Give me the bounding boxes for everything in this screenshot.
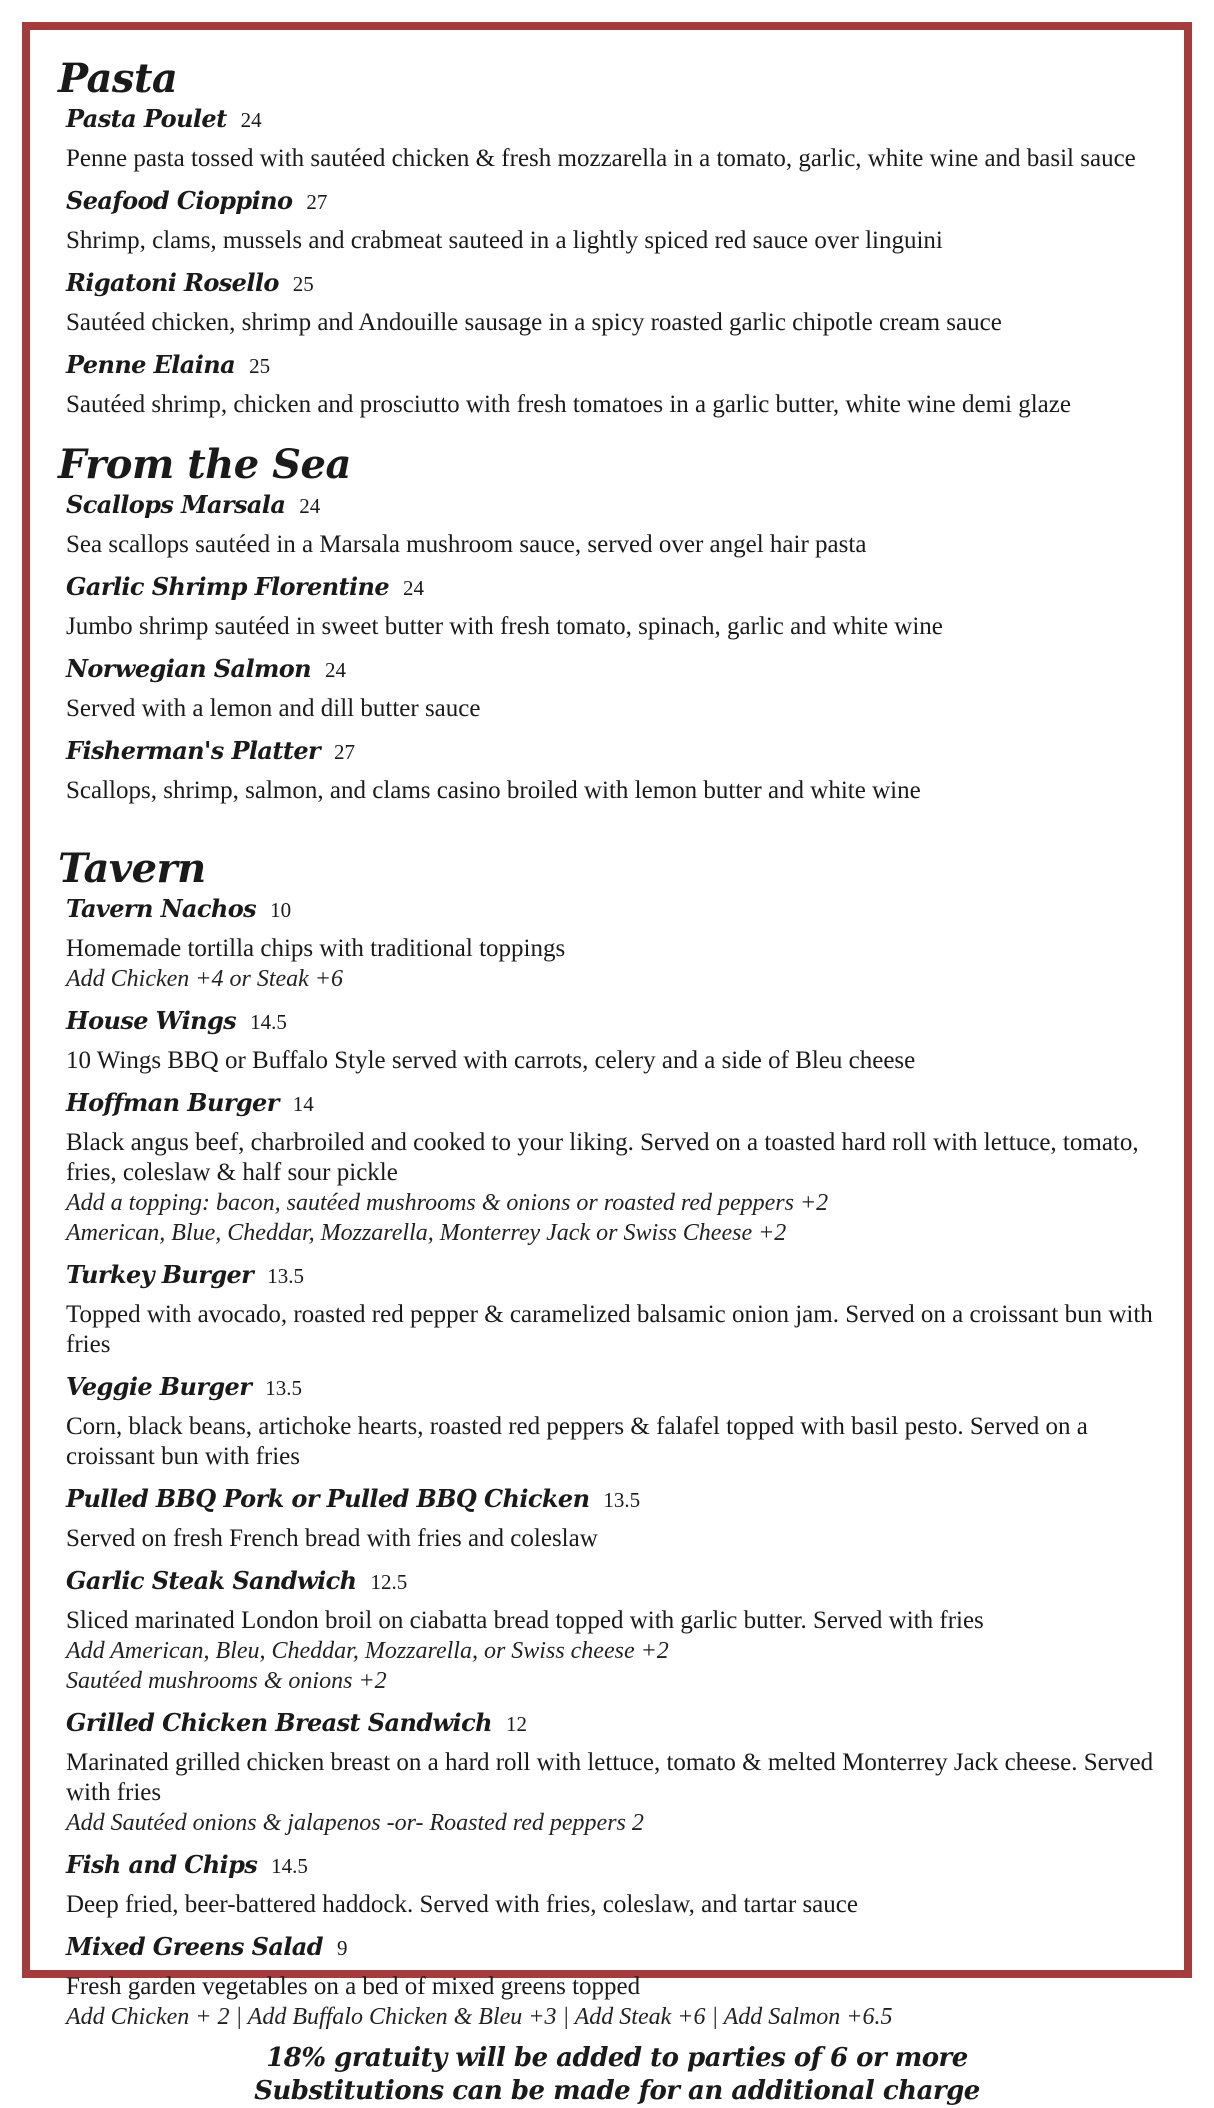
item-description: Served with a lemon and dill butter sauce: [66, 695, 481, 722]
menu-item: [66, 1930, 1168, 2032]
menu-item: [66, 348, 1168, 420]
section-pasta: [58, 56, 1168, 420]
menu-item: [66, 892, 1168, 994]
item-name: Mixed Greens Salad: [66, 1932, 323, 1961]
item-description: Marinated grilled chicken breast on a hard roll with lettuce, tomato & melted Monterrey Jack cheese. Served with fries: [66, 1749, 1154, 1806]
gratuity-notice: 18% gratuity will be added to parties of 6 or more: [266, 2043, 968, 2073]
item-price: 14.5: [271, 1854, 308, 1878]
item-price: 24: [299, 494, 321, 518]
item-price: 12.5: [370, 1570, 408, 1594]
item-name: Garlic Shrimp Florentine: [66, 572, 390, 601]
menu-item: [66, 1086, 1168, 1248]
item-description: Sautéed chicken, shrimp and Andouille sausage in a spicy roasted garlic chipotle cream sauce: [66, 309, 1002, 336]
item-name: Veggie Burger: [66, 1372, 252, 1401]
item-price: 12: [505, 1712, 527, 1736]
menu-item: [66, 102, 1168, 174]
item-name: Scallops Marsala: [66, 490, 286, 519]
item-note: Add American, Bleu, Cheddar, Mozzarella, or Swiss cheese +2: [66, 1638, 669, 1664]
item-price: 13.5: [267, 1264, 304, 1288]
menu-item: [66, 570, 1168, 642]
item-description: Scallops, shrimp, salmon, and clams casino broiled with lemon butter and white wine: [66, 777, 921, 804]
item-description: Sautéed shrimp, chicken and prosciutto with fresh tomatoes in a garlic butter, white wine demi glaze: [66, 391, 1071, 418]
item-note: Add Chicken + 2 | Add Buffalo Chicken & Bleu +3 | Add Steak +6 | Add Salmon +6.5: [66, 2004, 893, 2030]
menu-item: [66, 1004, 1168, 1076]
item-price: 24: [325, 658, 347, 682]
item-note: Add Chicken +4 or Steak +6: [66, 966, 343, 992]
item-note: Add Sautéed onions & jalapenos -or- Roasted red peppers 2: [66, 1810, 644, 1836]
item-description: Sea scallops sautéed in a Marsala mushroom sauce, served over angel hair pasta: [66, 531, 867, 558]
item-price: 27: [334, 740, 356, 764]
item-price: 25: [249, 354, 271, 378]
item-description: Jumbo shrimp sautéed in sweet butter with fresh tomato, spinach, garlic and white wine: [66, 613, 943, 640]
item-name: Hoffman Burger: [66, 1088, 279, 1117]
item-name: House Wings: [66, 1006, 237, 1035]
item-name: Turkey Burger: [66, 1260, 254, 1289]
item-note: Sautéed mushrooms & onions +2: [66, 1668, 387, 1694]
item-price: 14.5: [250, 1010, 287, 1034]
menu-item: [66, 266, 1168, 338]
item-note: Add a topping: bacon, sautéed mushrooms & onions or roasted red peppers +2: [66, 1190, 829, 1216]
section-tavern: [58, 846, 1168, 2032]
menu-item: [66, 1258, 1168, 1360]
item-price: 14: [292, 1092, 314, 1116]
item-price: 13.5: [603, 1488, 641, 1512]
item-description: Black angus beef, charbroiled and cooked to your liking. Served on a toasted hard roll with lettuce, tomato, fries, coleslaw & half sour pickle: [66, 1129, 1139, 1186]
substitution-notice: Substitutions can be made for an additional charge: [254, 2076, 980, 2106]
item-description: Topped with avocado, roasted red pepper & caramelized balsamic onion jam. Served on a croissant bun with fries: [66, 1301, 1153, 1358]
menu-item: [66, 1564, 1168, 1696]
item-price: 13.5: [265, 1376, 303, 1400]
item-note: American, Blue, Cheddar, Mozzarella, Monterrey Jack or Swiss Cheese +2: [66, 1220, 787, 1246]
item-price: 10: [270, 898, 292, 922]
item-description: Sliced marinated London broil on ciabatta bread topped with garlic butter. Served with fries: [66, 1607, 984, 1634]
item-name: Norwegian Salmon: [66, 654, 312, 683]
item-description: Served on fresh French bread with fries and coleslaw: [66, 1525, 598, 1552]
menu-item: [66, 488, 1168, 560]
item-name: Pulled BBQ Pork or Pulled BBQ Chicken: [66, 1484, 590, 1513]
item-name: Rigatoni Rosello: [66, 268, 279, 297]
menu-item: [66, 184, 1168, 256]
item-price: 25: [292, 272, 314, 296]
item-name: Fisherman's Platter: [66, 736, 321, 765]
item-description: Shrimp, clams, mussels and crabmeat sauteed in a lightly spiced red sauce over linguini: [66, 227, 943, 254]
item-name: Grilled Chicken Breast Sandwich: [66, 1708, 492, 1737]
item-description: Penne pasta tossed with sautéed chicken & fresh mozzarella in a tomato, garlic, white wine and basil sauce: [66, 145, 1136, 172]
item-name: Seafood Cioppino: [66, 186, 293, 215]
item-price: 27: [306, 190, 328, 214]
menu-item: [66, 1848, 1168, 1920]
menu-footer: [66, 2042, 1168, 2108]
item-name: Garlic Steak Sandwich: [66, 1566, 357, 1595]
menu-content: [58, 56, 1168, 2108]
menu-item: [66, 1370, 1168, 1472]
menu-item: [66, 1706, 1168, 1838]
section-title: From the Sea: [58, 441, 351, 488]
section-from-the-sea: [58, 442, 1168, 806]
item-price: 24: [240, 108, 262, 132]
menu-item: [66, 652, 1168, 724]
item-name: Penne Elaina: [66, 350, 236, 379]
item-price: 9: [336, 1936, 348, 1960]
item-name: Fish and Chips: [66, 1850, 258, 1879]
menu-item: [66, 734, 1168, 806]
item-description: 10 Wings BBQ or Buffalo Style served with carrots, celery and a side of Bleu cheese: [66, 1047, 916, 1074]
menu-item: [66, 1482, 1168, 1554]
item-name: Tavern Nachos: [66, 894, 257, 923]
item-description: Fresh garden vegetables on a bed of mixed greens topped: [66, 1973, 641, 2000]
item-name: Pasta Poulet: [66, 104, 227, 133]
section-title: Pasta: [58, 55, 178, 102]
item-description: Homemade tortilla chips with traditional toppings: [66, 935, 566, 962]
section-title: Tavern: [58, 845, 206, 892]
item-description: Corn, black beans, artichoke hearts, roasted red peppers & falafel topped with basil pesto. Served on a croissant bun with fries: [66, 1413, 1088, 1470]
item-description: Deep fried, beer-battered haddock. Served with fries, coleslaw, and tartar sauce: [66, 1891, 858, 1918]
item-price: 24: [403, 576, 425, 600]
